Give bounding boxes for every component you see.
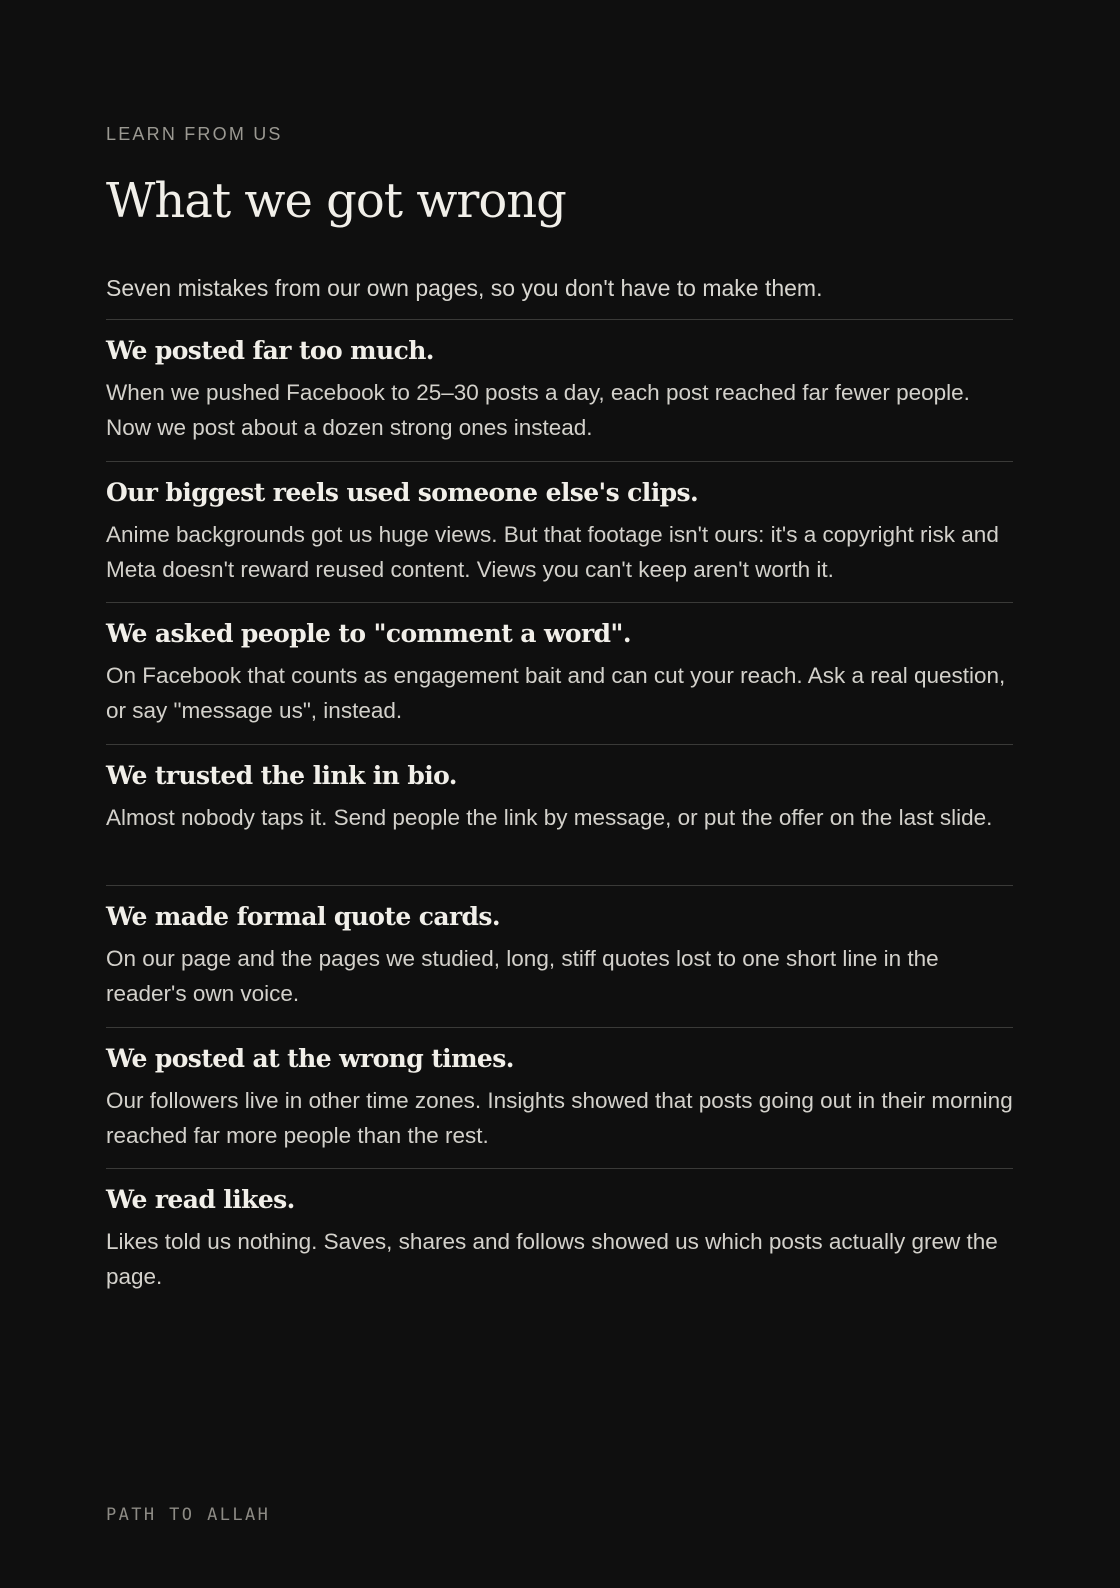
mistake-body: Anime backgrounds got us huge views. But that footage isn't ours: it's a copyright risk and Meta doesn't reward reused content. Views you can't keep aren't worth it. — [106, 521, 999, 582]
mistake-item — [106, 319, 1013, 461]
mistake-title: We posted far too much. — [106, 336, 434, 365]
page — [106, 0, 1013, 1588]
mistake-body: On Facebook that counts as engagement bait and can cut your reach. Ask a real question, or say "message us", instead. — [106, 663, 1006, 723]
mistake-title: Our biggest reels used someone else's clips. — [106, 477, 699, 507]
mistake-body: On our page and the pages we studied, long, stiff quotes lost to one short line in the reader's own voice. — [106, 946, 939, 1006]
mistake-body: Almost nobody taps it. Send people the link by message, or put the offer on the last slide. — [106, 804, 993, 830]
mistake-item — [106, 461, 1013, 603]
mistake-body: When we pushed Facebook to 25–30 posts a day, each post reached far fewer people. Now we post about a dozen strong ones instead. — [106, 380, 970, 440]
mistake-item — [106, 885, 1013, 1027]
intro-text: Seven mistakes from our own pages, so you don't have to make them. — [106, 275, 823, 301]
mistake-title: We read likes. — [106, 1185, 295, 1214]
mistake-title: We asked people to "comment a word". — [106, 619, 631, 648]
mistake-item — [106, 1168, 1013, 1310]
mistake-title: We made formal quote cards. — [106, 902, 500, 931]
eyebrow-label: LEARN FROM US — [106, 124, 283, 144]
mistake-body: Likes told us nothing. Saves, shares and follows showed us which posts actually grew the page. — [106, 1229, 998, 1289]
mistakes-list — [106, 319, 1013, 1310]
mistake-item — [106, 744, 1013, 886]
footer-brand: PATH TO ALLAH — [106, 1505, 271, 1525]
mistake-title: We trusted the link in bio. — [106, 760, 457, 790]
mistake-item — [106, 1027, 1013, 1169]
page-title: What we got wrong — [106, 173, 566, 229]
mistake-title: We posted at the wrong times. — [106, 1043, 514, 1073]
mistake-item — [106, 602, 1013, 744]
mistake-body: Our followers live in other time zones. Insights showed that posts going out in their morning reached far more people than the rest. — [106, 1087, 1013, 1148]
